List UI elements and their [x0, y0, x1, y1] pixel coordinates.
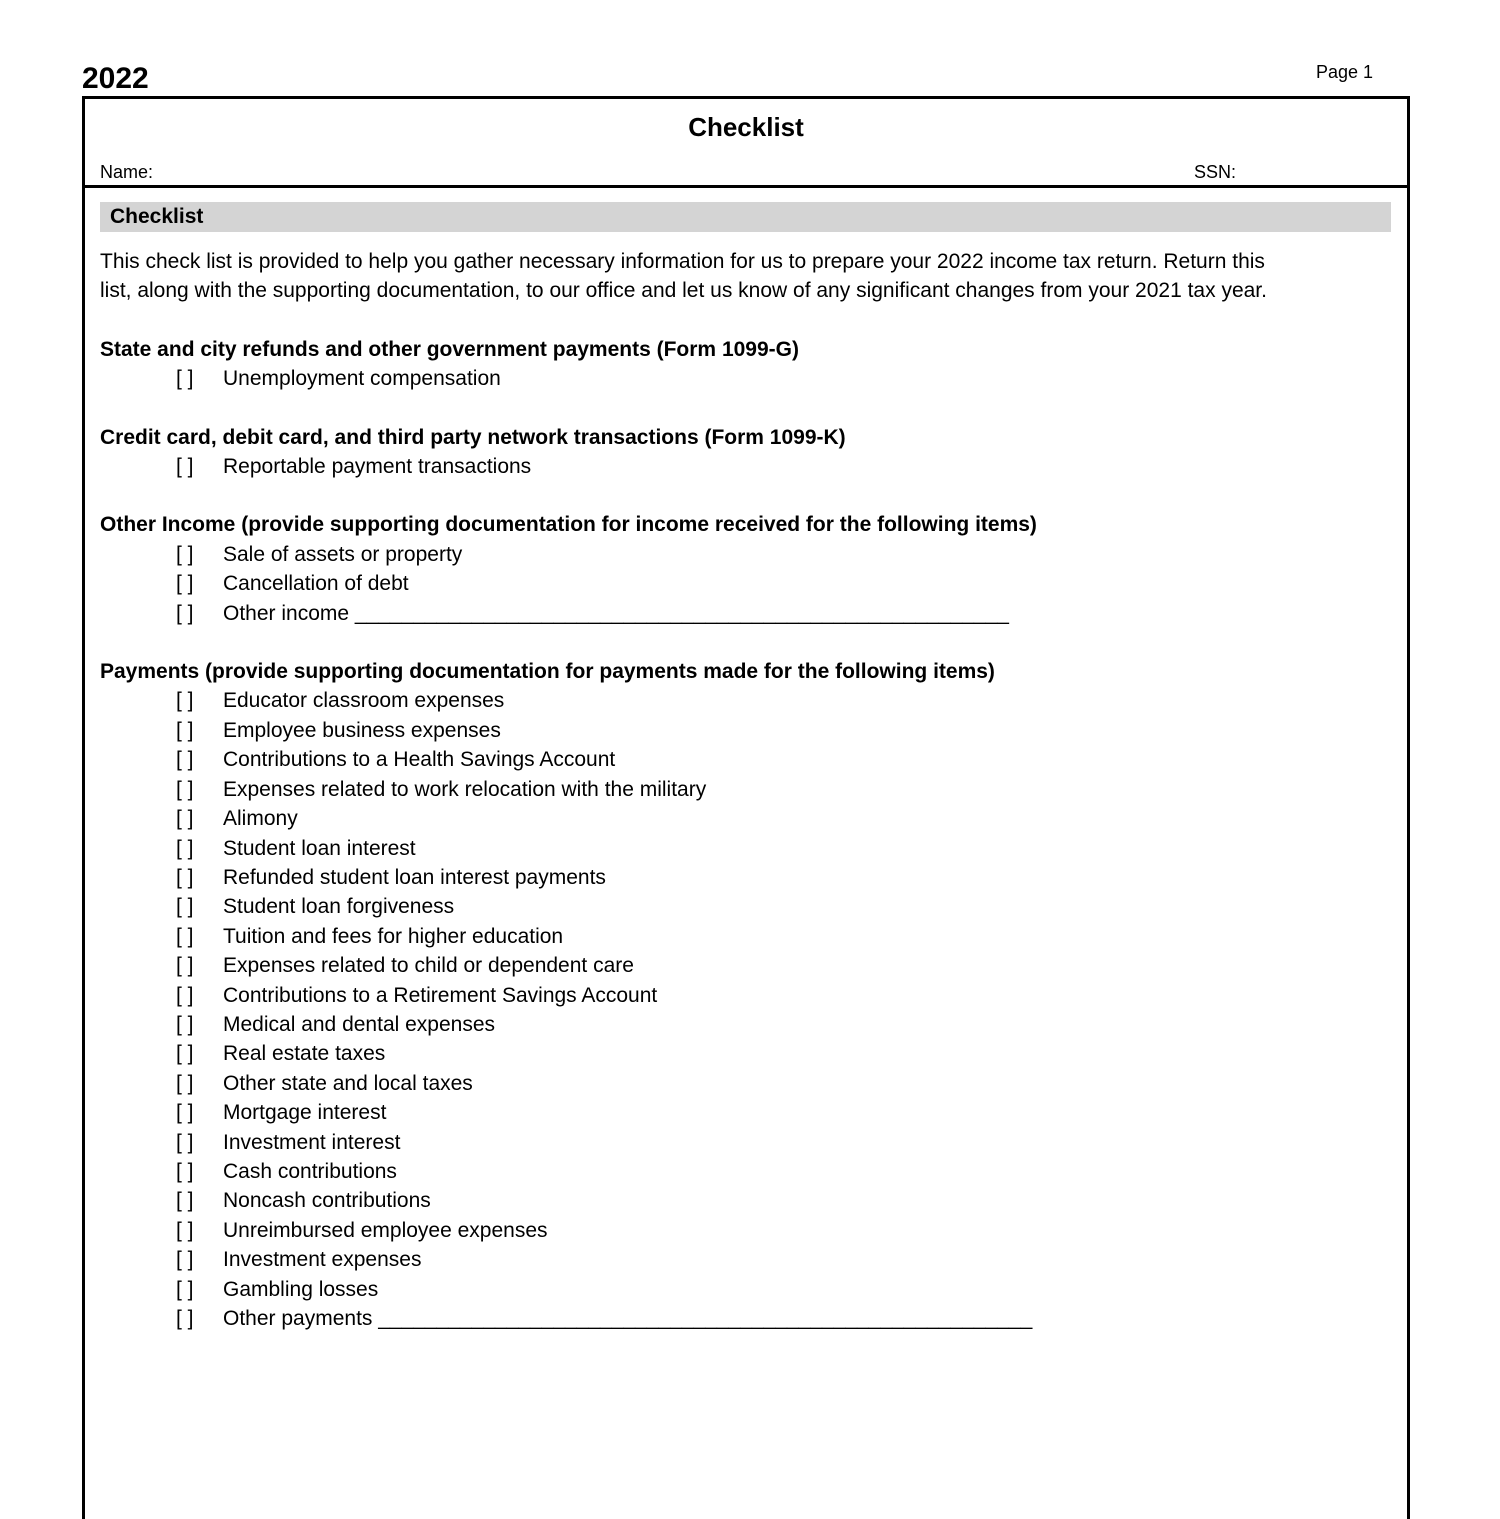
form-title: Checklist — [688, 112, 804, 142]
checklist-item-label: Reportable payment transactions — [223, 455, 532, 479]
checklist-item-label: Investment expenses — [223, 1248, 422, 1272]
checkbox-placeholder: [ ] — [176, 1307, 194, 1330]
checklist-item — [100, 1304, 1300, 1333]
checklist-content — [100, 247, 1300, 1333]
checklist-group — [100, 423, 1300, 482]
checkbox-placeholder: [ ] — [176, 895, 194, 919]
checkbox-placeholder: [ ] — [176, 865, 194, 889]
checkbox-placeholder: [ ] — [176, 601, 194, 625]
checklist-item-label: Cash contributions — [223, 1159, 397, 1183]
checklist-item — [100, 892, 1300, 921]
checklist-item-label: Student loan interest — [223, 836, 416, 860]
checkbox-placeholder: [ ] — [176, 807, 194, 831]
checklist-item — [100, 922, 1300, 951]
checklist-item-label: Educator classroom expenses — [223, 689, 505, 713]
group-heading: Payments (provide supporting documentation for payments made for the following items) — [100, 660, 995, 684]
checklist-group — [100, 335, 1300, 394]
checklist-item-label: Noncash contributions — [223, 1189, 431, 1213]
checklist-item-label: Expenses related to child or dependent care — [223, 954, 634, 978]
header-divider — [85, 185, 1407, 188]
checkbox-placeholder: [ ] — [176, 983, 194, 1007]
checklist-item — [100, 1157, 1300, 1186]
checklist-item — [100, 1128, 1300, 1157]
checkbox-placeholder: [ ] — [176, 748, 194, 772]
name-field-label: Name: — [100, 162, 154, 182]
checklist-item-label: Medical and dental expenses — [223, 1012, 496, 1036]
checklist-item-label: Refunded student loan interest payments — [223, 865, 606, 889]
checklist-item-label: Real estate taxes — [223, 1042, 386, 1066]
checklist-item-label: Mortgage interest — [223, 1101, 387, 1125]
tax-year: 2022 — [82, 62, 149, 95]
checklist-item — [100, 804, 1300, 833]
checklist-item-label: Alimony — [223, 807, 298, 831]
checklist-group — [100, 657, 1300, 1333]
page-number: Page 1 — [1316, 62, 1374, 82]
checklist-item — [100, 686, 1300, 715]
checkbox-placeholder: [ ] — [176, 836, 194, 860]
checkbox-placeholder: [ ] — [176, 1189, 194, 1213]
checklist-item-label: Cancellation of debt — [223, 572, 409, 596]
checklist-item — [100, 1275, 1300, 1304]
checklist-group — [100, 510, 1300, 628]
checklist-item-label: Contributions to a Retirement Savings Account — [223, 983, 658, 1007]
checklist-item-label: Contributions to a Health Savings Account — [223, 748, 616, 772]
section-title: Checklist — [110, 205, 204, 228]
checkbox-placeholder: [ ] — [176, 1277, 194, 1301]
checklist-item — [100, 951, 1300, 980]
checklist-item — [100, 981, 1300, 1010]
checkbox-placeholder: [ ] — [176, 1012, 194, 1036]
checklist-item — [100, 540, 1300, 569]
checklist-item-label: Unemployment compensation — [223, 367, 501, 391]
checklist-item — [100, 1039, 1300, 1068]
checklist-item-label: Tuition and fees for higher education — [223, 924, 564, 948]
checklist-item — [100, 452, 1300, 481]
intro-paragraph: This check list is provided to help you gather necessary information for us to prepare your 2022 income tax return. Return this list, along with the supporting documentation, to our office and let us know of any significant changes from your 2021 tax year. — [100, 250, 1267, 303]
checkbox-placeholder: [ ] — [176, 572, 194, 596]
checklist-item — [100, 1098, 1300, 1127]
checklist-item — [100, 1245, 1300, 1274]
checklist-item-label: Expenses related to work relocation with the military — [223, 777, 707, 801]
checkbox-placeholder: [ ] — [176, 718, 194, 742]
checklist-item — [100, 775, 1300, 804]
checklist-item — [100, 1216, 1300, 1245]
checklist-item-label: Employee business expenses — [223, 718, 501, 742]
checklist-item-label: Gambling losses — [223, 1277, 379, 1301]
checklist-item-label: Sale of assets or property — [223, 542, 463, 566]
checklist-item-label: Other state and local taxes — [223, 1071, 473, 1095]
checklist-item — [100, 364, 1300, 393]
checkbox-placeholder: [ ] — [176, 924, 194, 948]
checklist-item — [100, 834, 1300, 863]
checklist-item-label: Student loan forgiveness — [223, 895, 455, 919]
checklist-item — [100, 863, 1300, 892]
group-heading: Other Income (provide supporting documentation for income received for the following items) — [100, 513, 1037, 537]
group-heading: Credit card, debit card, and third party network transactions (Form 1099-K) — [100, 425, 846, 449]
form-frame — [82, 96, 1410, 1519]
checklist-item-label: Other income ________________________________________________________ — [223, 601, 1009, 625]
checklist-item-label: Investment interest — [223, 1130, 401, 1154]
checkbox-placeholder: [ ] — [176, 954, 194, 978]
checkbox-placeholder: [ ] — [176, 367, 194, 391]
checkbox-placeholder: [ ] — [176, 777, 194, 801]
checkbox-placeholder: [ ] — [176, 1130, 194, 1154]
ssn-field-label: SSN: — [1194, 162, 1237, 182]
checklist-item — [100, 716, 1300, 745]
checklist-item — [100, 1069, 1300, 1098]
checkbox-placeholder: [ ] — [176, 1248, 194, 1272]
checkbox-placeholder: [ ] — [176, 455, 194, 479]
checkbox-placeholder: [ ] — [176, 1101, 194, 1125]
checkbox-placeholder: [ ] — [176, 1071, 194, 1095]
checklist-item-label: Other payments ________________________________________________________ — [223, 1307, 1033, 1330]
checklist-item — [100, 1010, 1300, 1039]
checkbox-placeholder: [ ] — [176, 542, 194, 566]
section-header-bar — [100, 202, 1391, 232]
checkbox-placeholder: [ ] — [176, 1042, 194, 1066]
checkbox-placeholder: [ ] — [176, 689, 194, 713]
checklist-item — [100, 569, 1300, 598]
checklist-item — [100, 1186, 1300, 1215]
checklist-groups — [100, 335, 1300, 1334]
checkbox-placeholder: [ ] — [176, 1159, 194, 1183]
checklist-item — [100, 599, 1300, 628]
checklist-item — [100, 745, 1300, 774]
checkbox-placeholder: [ ] — [176, 1218, 194, 1242]
checklist-item-label: Unreimbursed employee expenses — [223, 1218, 548, 1242]
group-heading: State and city refunds and other government payments (Form 1099-G) — [100, 337, 799, 361]
